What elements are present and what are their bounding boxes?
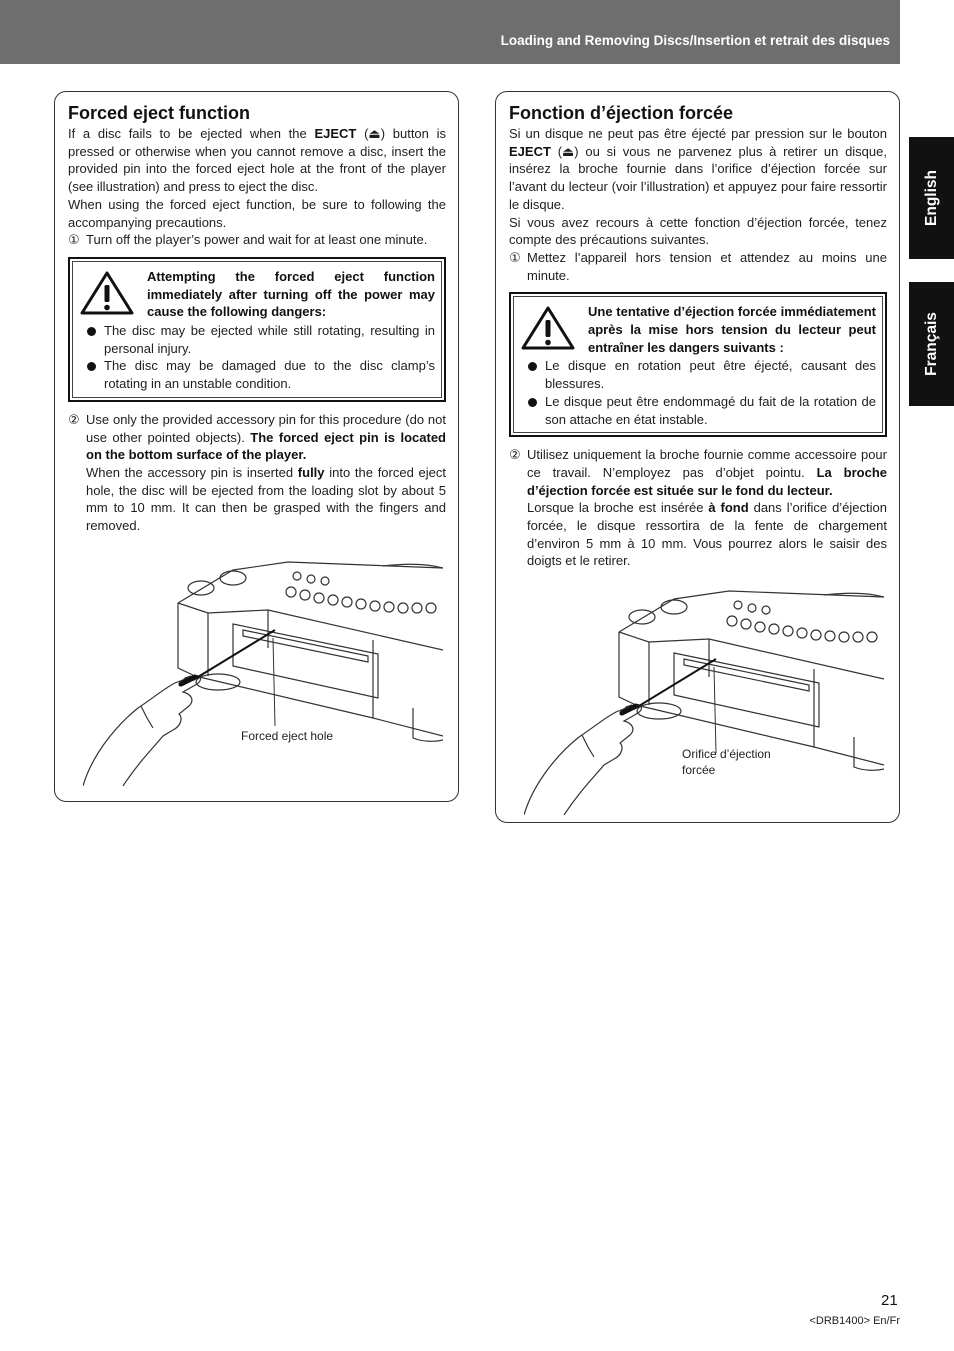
warning-triangle-icon [520,305,576,351]
precaution-paragraph: When using the forced eject function, be sure to following the accompanying precautions. [68,196,446,230]
warning-box [68,257,446,402]
step-1: ① Turn off the player’s power and wait for at least one minute. [68,232,428,248]
precaution-paragraph: Si vous avez recours à cette fonction d’éjection forcée, tenez compte des précautions suivantes. [509,214,887,248]
panel-francais [495,91,900,823]
warning-bullet: Le disque peut être endommagé du fait de la rotation de son attache en état instable. [520,393,876,428]
eject-symbol: (⏏) [557,143,579,159]
step-2-detail: Lorsque la broche est insérée à fond dans l’orifice d’éjection forcée, le disque ressortira de la fente de chargement d’environ 5 mm à 10 mm. Vous pourrez alors le saisir des doigts et le retirer. [527,500,887,569]
warning-heading: Une tentative d’éjection forcée immédiatement après la mise hors tension du lecteur peut entraîner les dangers suivants : [588,304,876,355]
warning-heading: Attempting the forced eject function immediately after turning off the power may cause the following dangers: [147,268,435,320]
francais-content [509,102,887,570]
header-title: Loading and Removing Discs/Insertion et retrait des disques [500,33,890,48]
bullet-dot-icon [87,327,96,336]
forced-eject-hole-label: Orifice d’éjection forcée [682,747,771,777]
forced-eject-hole-label: Forced eject hole [241,729,334,743]
bullet-dot-icon [528,398,537,407]
bullet-dot-icon [528,362,537,371]
panel-english [54,91,459,802]
section-title: Fonction d’éjection forcée [509,103,734,123]
eject-label: EJECT [509,143,551,159]
step-2: ② Use only the provided accessory pin for this procedure (do not use other pointed objects). The forced eject pin is located on the bottom surface of the player. [68,411,446,463]
section-title: Forced eject function [68,103,251,123]
header-bar [0,0,900,64]
eject-label: EJECT [314,126,357,141]
warning-bullet: The disc may be ejected while still rotating, resulting in personal injury. [79,322,435,357]
tab-francais[interactable] [909,282,954,406]
page-number: 21 [881,1292,898,1309]
english-content [68,102,446,535]
forced-eject-illustration [524,587,884,815]
bullet-dot-icon [87,362,96,371]
warning-box [509,292,887,437]
intro-paragraph: Si un disque ne peut pas être éjecté par pression sur le bouton EJECT (⏏) ou si vous ne parvenez plus à retirer un disque, insérez la broche fournie dans l’orifice d’éjection forcée sur l’avant du lecteur (voir l’illustration) et appuyez pour faire ressortir le disque. [509,126,887,212]
forced-eject-illustration [83,558,443,786]
step-1: ① Mettez l’appareil hors tension et attendez au moins une minute. [509,249,887,283]
eject-symbol: (⏏) [364,126,386,141]
document-code: <DRB1400> En/Fr [809,1315,900,1327]
warning-bullet: The disc may be damaged due to the disc clamp’s rotating in an unstable condition. [79,357,435,392]
warning-triangle-icon [79,270,135,316]
tab-english-label: English [922,170,940,226]
intro-paragraph: If a disc fails to be ejected when the EJECT (⏏) button is pressed or otherwise when you cannot remove a disc, insert the provided pin into the forced eject hole at the front of the player (see illustration) and press to eject the disc. [68,126,446,195]
warning-bullet: Le disque en rotation peut être éjecté, causant des blessures. [520,357,876,392]
step-2: ② Utilisez uniquement la broche fournie comme accessoire pour ce travail. N’employez pas d’objet pointu. La broche d’éjection forcée est située sur le fond du lecteur. [509,447,887,498]
tab-english[interactable] [909,137,954,259]
tab-francais-label: Français [922,312,940,376]
step-2-detail: When the accessory pin is inserted fully into the forced eject hole, the disc will be ejected from the loading slot by about 5 mm to 10 mm. It can then be grasped with the fingers and removed. [86,464,446,534]
